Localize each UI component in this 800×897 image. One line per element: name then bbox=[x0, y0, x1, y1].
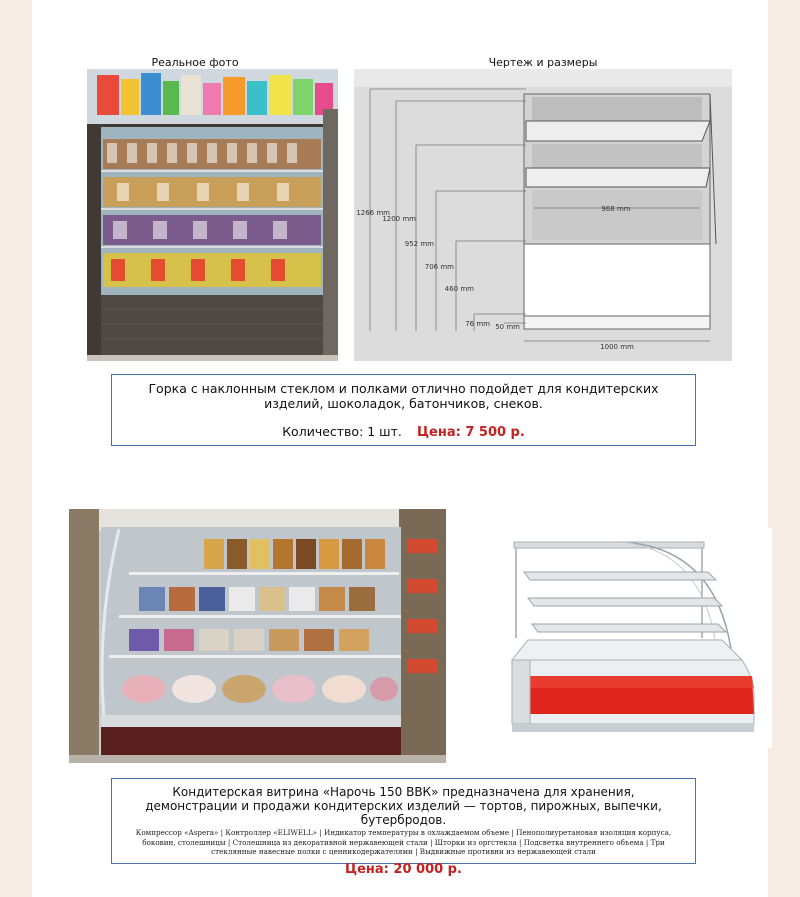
rack-price: Цена: 7 500 р. bbox=[416, 425, 525, 440]
snack-rack-photo bbox=[87, 69, 338, 361]
rack-quantity: Количество: 1 шт. bbox=[282, 424, 402, 439]
pastry-showcase-photo bbox=[69, 509, 446, 763]
drawing-caption: Чертеж и размеры bbox=[488, 56, 598, 69]
dim-76: 76 mm bbox=[465, 320, 490, 328]
dim-460: 460 mm bbox=[444, 285, 474, 293]
dim-1266: 1266 mm bbox=[356, 209, 390, 217]
rack-info-box bbox=[111, 374, 696, 446]
dim-50: 50 mm bbox=[495, 323, 520, 331]
rack-description: Горка с наклонным стеклом и полками отлично подойдет для кондитерских изделий, шоколадок, батончиков, снеков. bbox=[148, 381, 659, 411]
showcase-render bbox=[472, 528, 772, 748]
document-page bbox=[32, 0, 768, 897]
showcase-price: Цена: 20 000 р. bbox=[345, 861, 462, 877]
dim-968: 968 mm bbox=[601, 205, 631, 213]
dim-1200: 1200 mm bbox=[382, 215, 416, 223]
showcase-specs: Компрессор «Aspera» | Контроллер «ELIWELL» | Индикатор температуры в охлаждаемом объеме | Пенополиуретановая изоляция корпуса, боковин, столешницы | Столешница из декоративной нержавеющей стали | Шторки из оргстекла | Подсветка внутреннего объема | Три стеклянные навесные полки с ценникодержателями | Выдвижные противни из нержавеющей стали bbox=[135, 828, 672, 856]
dim-952: 952 mm bbox=[404, 240, 434, 248]
photo-caption: Реальное фото bbox=[151, 56, 239, 69]
dim-1000: 1000 mm bbox=[600, 343, 634, 351]
showcase-description: Кондитерская витрина «Нарочь 150 ВВК» предназначена для хранения, демонстрации и продажи кондитерских изделий — тортов, пирожных, выпечки, бутербродов. bbox=[145, 785, 662, 827]
showcase-info-box bbox=[111, 778, 696, 877]
dim-706: 706 mm bbox=[424, 263, 454, 271]
technical-drawing bbox=[354, 69, 732, 361]
